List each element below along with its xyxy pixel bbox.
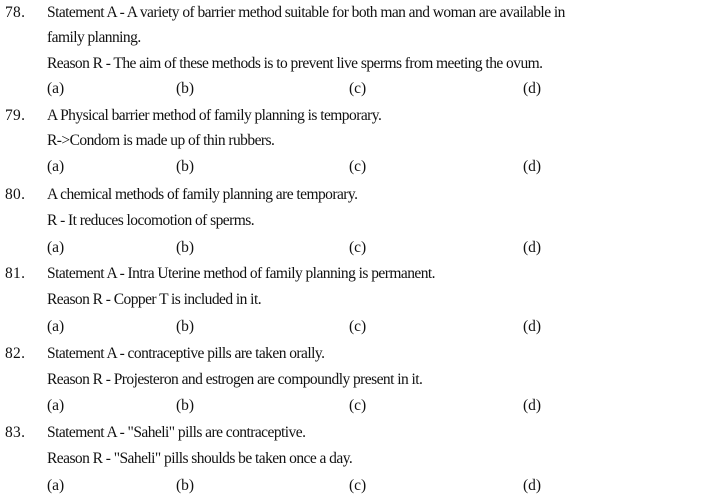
statement-line: Statement A - Intra Uterine method of family planning is permanent. <box>47 265 436 282</box>
reason-line: Reason R - "Saheli" pills shoulds be taken once a day. <box>47 450 353 467</box>
question-number: 83. <box>5 424 26 441</box>
option-d[interactable]: (d) <box>523 477 542 494</box>
statement-line: A Physical barrier method of family planning is temporary. <box>47 107 382 124</box>
question-number: 78. <box>5 4 26 21</box>
option-a[interactable]: (a) <box>47 477 65 494</box>
question-number: 79. <box>5 107 26 124</box>
option-a[interactable]: (a) <box>47 397 65 414</box>
option-c[interactable]: (c) <box>349 80 367 97</box>
option-c[interactable]: (c) <box>349 318 367 335</box>
statement-line: Statement A - "Saheli" pills are contraceptive. <box>47 424 306 441</box>
option-d[interactable]: (d) <box>523 158 542 175</box>
option-a[interactable]: (a) <box>47 158 65 175</box>
option-c[interactable]: (c) <box>349 239 367 256</box>
statement-line: Statement A - contraceptive pills are taken orally. <box>47 345 325 362</box>
reason-line: Reason R - The aim of these methods is to prevent live sperms from meeting the ovum. <box>47 55 543 72</box>
option-b[interactable]: (b) <box>176 239 195 256</box>
reason-line: R - It reduces locomotion of sperms. <box>47 212 255 229</box>
option-c[interactable]: (c) <box>349 158 367 175</box>
option-b[interactable]: (b) <box>176 318 195 335</box>
option-b[interactable]: (b) <box>176 477 195 494</box>
option-a[interactable]: (a) <box>47 318 65 335</box>
option-d[interactable]: (d) <box>523 397 542 414</box>
option-b[interactable]: (b) <box>176 158 195 175</box>
statement-line: family planning. <box>47 29 141 46</box>
option-a[interactable]: (a) <box>47 80 65 97</box>
option-d[interactable]: (d) <box>523 318 542 335</box>
statement-line: A chemical methods of family planning are temporary. <box>47 186 358 203</box>
statement-line: Statement A - A variety of barrier method suitable for both man and woman are available in <box>47 4 565 21</box>
reason-line: Reason R - Copper T is included in it. <box>47 291 262 308</box>
question-number: 80. <box>5 186 26 203</box>
option-c[interactable]: (c) <box>349 477 367 494</box>
question-number: 81. <box>5 265 26 282</box>
question-number: 82. <box>5 345 26 362</box>
option-b[interactable]: (b) <box>176 80 195 97</box>
option-c[interactable]: (c) <box>349 397 367 414</box>
option-d[interactable]: (d) <box>523 239 542 256</box>
option-a[interactable]: (a) <box>47 239 65 256</box>
option-d[interactable]: (d) <box>523 80 542 97</box>
reason-line: R->Condom is made up of thin rubbers. <box>47 132 275 149</box>
reason-line: Reason R - Projesteron and estrogen are compoundly present in it. <box>47 371 423 388</box>
option-b[interactable]: (b) <box>176 397 195 414</box>
